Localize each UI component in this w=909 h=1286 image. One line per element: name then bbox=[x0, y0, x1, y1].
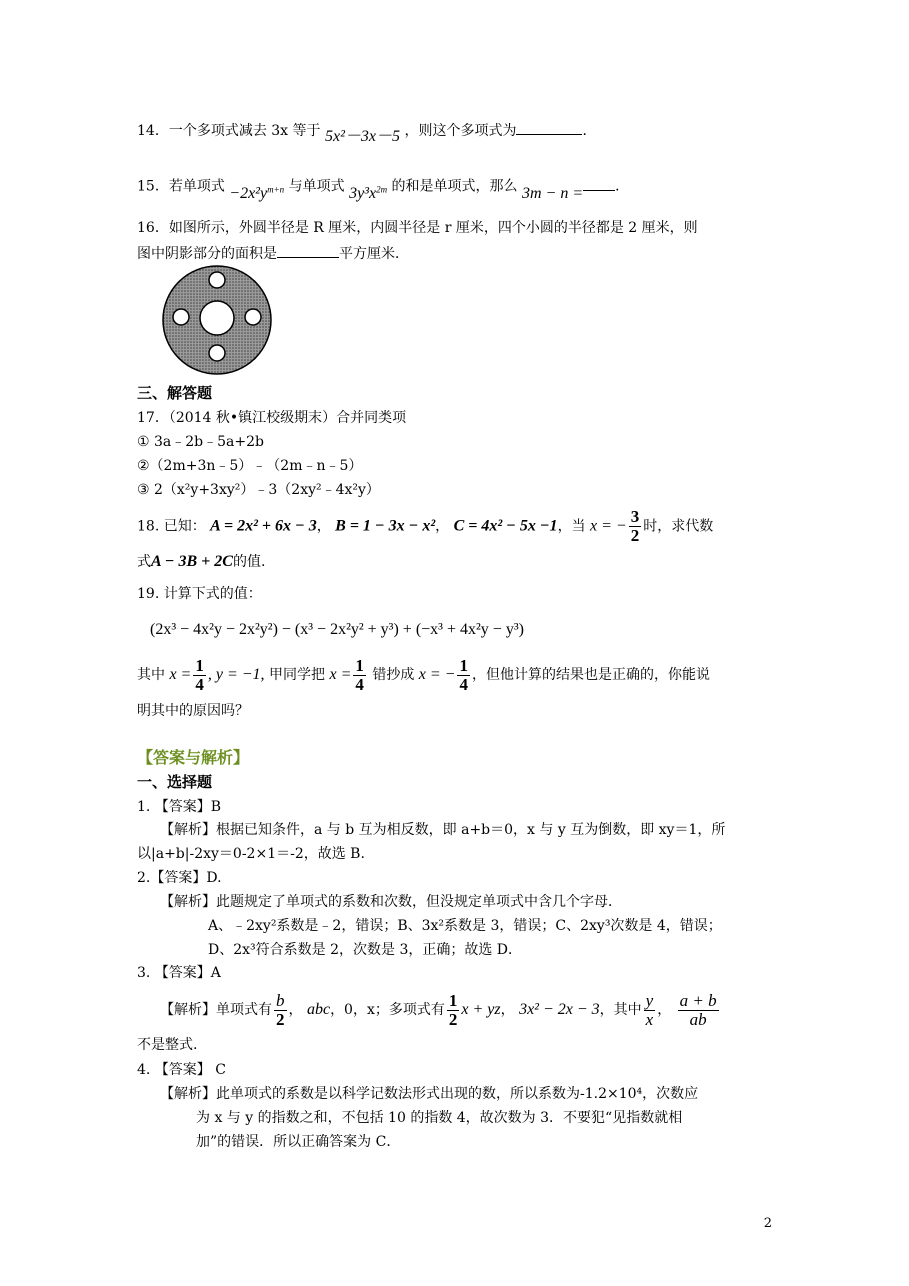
answer-3: 3. 【答案】A bbox=[137, 965, 221, 981]
answer-4-analysis-line-2: 为 x 与 y 的指数之和，不包括 10 的指数 4，故次数为 3．不要犯“见指数就相 bbox=[196, 1110, 683, 1126]
answer-2-analysis-line-3: D、2x³符合系数是 2，次数是 3，正确；故选 D． bbox=[208, 942, 523, 958]
answer-blank bbox=[516, 120, 582, 135]
answer-1-analysis-line-2: 以|a+b|-2xy＝0-2×1＝-2，故选 B. bbox=[137, 846, 365, 862]
question-18-line-1: 18. 已知： A = 2x² + 6x − 3， B = 1 − 3x − x²， C = 4x² − 5x −1，当 x = − $\frac{3}{2}$ 时，求代数 bbox=[137, 507, 714, 545]
question-19-expression: (2x³ − 4x²y − 2x²y²) − (x³ − 2x²y² + y³) + (−x³ + 4x²y − y³) bbox=[150, 621, 524, 638]
q15-monomial-1: $-2x^2y^{m+n}$ bbox=[229, 184, 285, 202]
answers-heading: 【答案与解析】 bbox=[137, 748, 250, 767]
question-18-line-2: 式A − 3B + 2C的值. bbox=[137, 553, 266, 570]
answer-4: 4. 【答案】 C bbox=[137, 1062, 226, 1078]
inner-circle bbox=[200, 301, 234, 335]
question-17-item-3: ③ 2（x²y+3xy²）﹣3（2xy²﹣4x²y） bbox=[137, 482, 380, 498]
question-16-line-2: 图中阴影部分的面积是 平方厘米． bbox=[137, 243, 409, 264]
question-17-item-2: ②（2m+3n﹣5）﹣（2m﹣n﹣5） bbox=[137, 458, 363, 474]
question-15: 15．若单项式 $-2x^2y^{m+n}$ 与单项式 $3y^3x^{2m}$ 的和是单项式，那么 3m − n = ． bbox=[137, 172, 629, 197]
section-heading-1: 一、选择题 bbox=[137, 773, 213, 791]
question-19-condition: 其中 x = $\frac{1}{4}$ , y = −1, 甲同学把 x = $\frac{1}{4}$ 错抄成 x = − $\frac{1}{4}$ ，但他计算的结果也是正确的，你能说 bbox=[137, 655, 710, 694]
question-14: 14．一个多项式减去 3x 等于 5x²－3x－5 ，则这个多项式为 ． bbox=[137, 120, 596, 141]
answer-4-analysis-line-3: 加”的错误．所以正确答案为 C． bbox=[196, 1134, 401, 1150]
small-circle-bottom bbox=[209, 345, 225, 361]
page-number: 2 bbox=[763, 1216, 772, 1231]
answer-blank bbox=[277, 243, 339, 258]
section-heading-3: 三、解答题 bbox=[137, 384, 213, 402]
fraction-3-2: $\frac{3}{2}$ bbox=[630, 507, 640, 545]
answer-blank bbox=[583, 176, 615, 191]
small-circle-top bbox=[209, 272, 225, 288]
question-17-item-1: ① 3a﹣2b﹣5a+2b bbox=[137, 434, 264, 450]
question-17-title: 17．（2014 秋•镇江校级期末）合并同类项 bbox=[137, 410, 407, 426]
answer-3-analysis-line-1: 【解析】单项式有 $\frac{b}{2}$ ， abc，0，x；多项式有 $\frac{1}{2}$ x + yz， 3x² − 2x − 3，其中 $\frac{y}{x}$ ， $\frac{a + b}{ab}$ bbox=[160, 990, 717, 1029]
question-19-title: 19. 计算下式的值： bbox=[137, 586, 262, 602]
question-19-line-2: 明其中的原因吗？ bbox=[137, 703, 249, 719]
answer-3-analysis-line-2: 不是整式. bbox=[137, 1037, 198, 1053]
ring-figure bbox=[160, 263, 274, 377]
q15-monomial-2: $3y^3x^{2m}$ bbox=[349, 184, 388, 202]
small-circle-left bbox=[173, 309, 189, 325]
small-circle-right bbox=[245, 309, 261, 325]
answer-1: 1. 【答案】B bbox=[137, 799, 222, 815]
question-16-line-1: 16．如图所示，外圆半径是 R 厘米，内圆半径是 r 厘米，四个小圆的半径都是 2 厘米，则 bbox=[137, 220, 698, 236]
answer-1-analysis-line-1: 【解析】根据已知条件，a 与 b 互为相反数，即 a+b＝0，x 与 y 互为倒数，即 xy＝1，所 bbox=[160, 822, 726, 838]
answer-4-analysis-line-1: 【解析】此单项式的系数是以科学记数法形式出现的数，所以系数为-1.2×10⁴，次数应 bbox=[160, 1086, 699, 1102]
q15-expression: 3m − n = bbox=[521, 184, 584, 202]
answer-2: 2.【答案】D. bbox=[137, 870, 222, 886]
answer-2-analysis-line-2: A、﹣2xy²系数是﹣2，错误；B、3x²系数是 3，错误；C、2xy³次数是 4，错误； bbox=[208, 918, 722, 934]
q14-expression: 5x²－3x－5 bbox=[324, 128, 400, 145]
answer-2-analysis-line-1: 【解析】此题规定了单项式的系数和次数，但没规定单项式中含几个字母． bbox=[160, 894, 622, 910]
